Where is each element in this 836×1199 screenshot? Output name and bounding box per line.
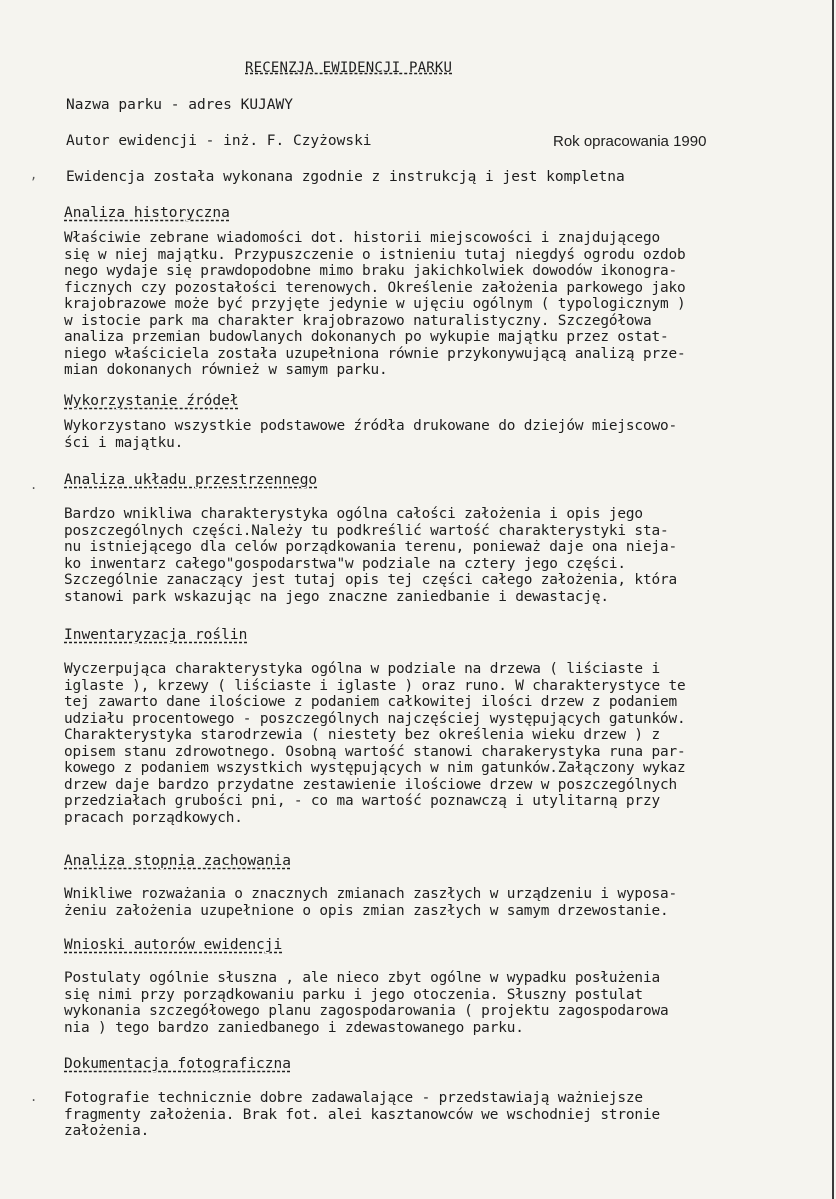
page-edge: [832, 0, 834, 1199]
section-text-history: Właściwie zebrane wiadomości dot. historii miejscowości i znajdującego się w niej majątku. Przypuszczenie o istnieniu tutaj niegdyś ogrodu ozdob nego wydaje się prawdopodobne mimo braku jakichkolwiek dowodów ikonogra- ficznych czy pozostałości terenowych. Określenie założenia parkowego jako krajobrazowe może być przyjęte jedynie w ujęciu ogólnym ( typologicznym ) w istocie park ma charakter krajobrazowo naturalistyczny. Szczegółowa analiza przemian budowlanych dokonanych po wykupie majątku przez ostat- niego właściciela została uzupełniona równie przykonywującą analizą prze- mian dokonanych również w samym parku.: [64, 230, 686, 378]
year-line: Rok opracowania 1990: [553, 133, 707, 150]
section-text-preservation: Wnikliwe rozważania o znacznych zmianach zaszłych w urządzeniu i wyposa- żeniu założenia uzupełnione o opis zmian zaszłych w samym drzewostanie.: [64, 886, 678, 919]
margin-mark: .: [30, 1090, 38, 1104]
section-heading-preservation: Analiza stopnia zachowania: [64, 853, 291, 869]
section-heading-conclusions: Wnioski autorów ewidencji: [64, 937, 283, 953]
section-heading-history: Analiza historyczna: [64, 205, 230, 221]
section-heading-plants: Inwentaryzacja roślin: [64, 627, 248, 643]
statement-line: Ewidencja została wykonana zgodnie z instrukcją i jest kompletna: [66, 169, 625, 185]
section-text-photos: Fotografie technicznie dobre zadawalające - przedstawiają ważniejsze fragmenty założenia. Brak fot. alei kasztanowców we wschodniej stronie założenia.: [64, 1090, 660, 1139]
section-text-sources: Wykorzystano wszystkie podstawowe źródła drukowane do dziejów miejscowo- ści i majątku.: [64, 418, 678, 451]
section-text-conclusions: Postulaty ogólnie słuszna , ale nieco zbyt ogólne w wypadku posłużenia się nimi przy porządkowaniu parku i jego otoczenia. Słuszny postulat wykonania szczegółowego planu zagospodarowania ( projektu zagospodarowa nia ) tego bardzo zaniedbanego i zdewastowanego parku.: [64, 970, 669, 1036]
margin-mark: ,: [30, 168, 38, 182]
section-text-plants: Wyczerpująca charakterystyka ogólna w podziale na drzewa ( liściaste i iglaste ), krzewy ( liściaste i iglaste ) oraz runo. W charakterystyce te tej zawarto dane ilościowe z podaniem całkowitej ilości drzew z podaniem udziału procentowego - poszczególnych najczęściej występujących gatunków. Charakterystyka starodrzewia ( niestety bez określenia wieku drzew ) z opisem stanu zdrowotnego. Osobną wartość stanowi charakerystyka runa par- kowego z podaniem wszystkich występujących w nim gatunków.Załączony wykaz drzew daje bardzo przydatne zestawienie ilościowe drzew w poszczególnych przedziałach grubości pni, - co ma wartość poznawczą i utylitarną przy pracach porządkowych.: [64, 661, 686, 826]
section-heading-sources: Wykorzystanie źródeł: [64, 393, 239, 409]
document-title: RECENZJA EWIDENCJI PARKU: [245, 60, 453, 76]
margin-mark: .: [30, 478, 38, 492]
section-heading-spatial: Analiza układu przestrzennego: [64, 472, 318, 488]
park-name-line: Nazwa parku - adres KUJAWY: [66, 97, 293, 113]
author-line: Autor ewidencji - inż. F. Czyżowski: [66, 133, 372, 149]
section-text-spatial: Bardzo wnikliwa charakterystyka ogólna całości założenia i opis jego poszczególnych części.Należy tu podkreślić wartość charakterystyki sta- nu istniejącego dla celów porządkowania terenu, ponieważ daje ona nieja- ko inwentarz całego"gospodarstwa"w podziale na cztery jego części. Szczególnie zanaczący jest tutaj opis tej części całego założenia, która stanowi park wskazując na jego znaczne zaniedbanie i dewastację.: [64, 506, 678, 605]
section-heading-photos: Dokumentacja fotograficzna: [64, 1056, 291, 1072]
